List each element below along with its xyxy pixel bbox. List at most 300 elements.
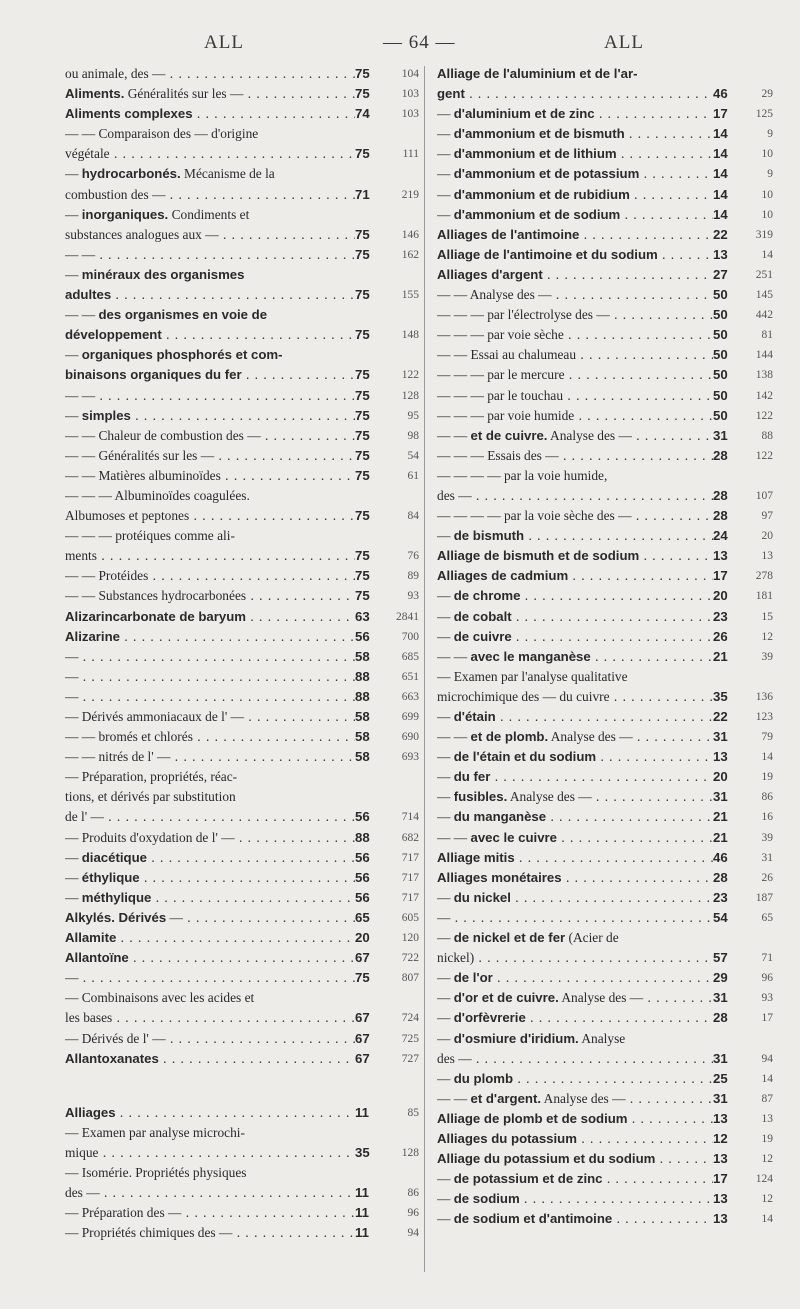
entry-text: —: [437, 1010, 454, 1026]
entry-label: [437, 426, 713, 446]
page-reference: 107: [755, 489, 773, 502]
page-reference: 219: [401, 188, 419, 201]
page-reference: 122: [755, 409, 773, 422]
page-reference: 71: [761, 952, 773, 965]
page-reference: 725: [401, 1032, 419, 1045]
page-reference: 13: [761, 550, 773, 563]
entry-text: —: [65, 668, 79, 684]
entry-label: [437, 908, 713, 928]
volume-number: 75: [355, 568, 370, 584]
volume-number: 28: [713, 508, 728, 524]
entry-term: du plomb: [453, 1070, 514, 1086]
entry-term: méthylique: [81, 889, 152, 905]
entry-label: [65, 607, 355, 627]
entry-label: [65, 185, 355, 205]
entry-text: de l' —: [65, 809, 104, 825]
entry-label: [437, 1031, 625, 1046]
index-entry: [65, 486, 419, 526]
entry-text: —: [437, 970, 454, 986]
volume-number: 28: [713, 487, 728, 503]
entry-text: Analyse des —: [548, 729, 633, 745]
page-reference: 26: [761, 871, 773, 884]
volume-number: 75: [355, 226, 370, 242]
volume-number: 13: [713, 1211, 728, 1227]
page-reference: 16: [761, 811, 773, 824]
entry-text: (Acier de: [565, 930, 619, 946]
entry-line: [65, 1029, 419, 1049]
volume-number: 31: [713, 990, 728, 1006]
entry-line: [437, 365, 773, 385]
index-entry: [437, 767, 773, 787]
entry-text: combustion des —: [65, 186, 166, 202]
entry-label: [65, 848, 355, 868]
entry-line: [65, 506, 419, 526]
entry-text: — —: [65, 307, 99, 323]
entry-text: Analyse: [578, 1030, 626, 1046]
entry-line: [65, 566, 419, 586]
index-entry: [65, 164, 419, 204]
entry-line: [437, 386, 773, 406]
entry-text: — — — Essais des —: [437, 447, 559, 463]
entry-label: [437, 868, 713, 888]
entry-text: — — — Albuminoïdes coagulées.: [65, 487, 250, 503]
entry-label: [65, 789, 236, 804]
entry-term: de cuivre: [453, 628, 512, 644]
volume-number: 67: [355, 950, 370, 966]
entry-label: [65, 586, 355, 606]
entry-label: [65, 426, 355, 446]
entry-term: de potassium et de zinc: [453, 1171, 603, 1187]
page-reference: 86: [407, 1187, 419, 1200]
entry-text: —: [437, 909, 451, 925]
entry-term: Alliage mitis: [437, 849, 515, 865]
volume-number: 74: [355, 106, 370, 122]
entry-label: [437, 968, 713, 988]
entry-term: Alliages: [65, 1104, 116, 1120]
entry-line: [65, 747, 419, 767]
entry-term: d'ammonium et de rubidium: [453, 186, 630, 202]
entry-line: [65, 205, 419, 225]
index-entry: [65, 767, 419, 827]
entry-text: —: [65, 970, 79, 986]
entry-text: —: [437, 990, 454, 1006]
entry-label: [65, 627, 355, 647]
entry-text: —: [437, 1070, 454, 1086]
entry-label: [437, 526, 713, 546]
entry-text: — —: [437, 427, 471, 443]
index-entry: [437, 707, 773, 727]
index-entry: [65, 205, 419, 245]
volume-number: 13: [713, 1110, 728, 1126]
entry-text: — —: [437, 1090, 471, 1106]
volume-number: 75: [355, 387, 370, 403]
entry-line: [437, 687, 773, 707]
page-reference: 19: [761, 1132, 773, 1145]
entry-label: [65, 267, 244, 282]
page-reference: 95: [407, 409, 419, 422]
entry-line: [437, 345, 773, 365]
page-reference: 717: [401, 851, 419, 864]
entry-term: d'osmiure d'iridium.: [453, 1030, 579, 1046]
index-entry: [65, 667, 419, 687]
entry-label: [65, 707, 355, 727]
entry-label: [65, 948, 355, 968]
entry-line: [65, 305, 419, 325]
entry-text: — Isomérie. Propriétés physiques: [65, 1164, 247, 1180]
entry-term: avec le manganèse: [470, 648, 591, 664]
entry-term: organiques phosphorés et com-: [81, 347, 283, 363]
page-reference: 85: [407, 1106, 419, 1119]
index-entry: [437, 1209, 773, 1229]
entry-line: [437, 727, 773, 747]
entry-label: [65, 1049, 355, 1069]
entry-term: du nickel: [453, 889, 511, 905]
entry-term: avec le cuivre: [470, 829, 558, 845]
entry-text: — — — par voie sèche: [437, 327, 564, 343]
entry-text: Analyse des —: [547, 427, 632, 443]
page-reference: 19: [761, 771, 773, 784]
volume-number: 23: [713, 608, 728, 624]
entry-line: [65, 1103, 419, 1123]
entry-label: [65, 1125, 245, 1140]
entry-label: [65, 687, 355, 707]
entry-term: d'ammonium et de lithium: [453, 146, 617, 162]
entry-line: [437, 265, 773, 285]
entry-line: [437, 1129, 773, 1149]
entry-label: [65, 667, 355, 687]
page-reference: 81: [761, 329, 773, 342]
volume-number: 63: [355, 608, 370, 624]
entry-line: [437, 1049, 773, 1069]
entry-label: [437, 66, 637, 81]
page-reference: 146: [401, 228, 419, 241]
entry-line: [65, 868, 419, 888]
entry-term: Alliages de l'antimoine: [437, 226, 580, 242]
index-entry: [437, 1029, 773, 1069]
entry-line: [65, 988, 419, 1008]
volume-number: 14: [713, 186, 728, 202]
entry-label: [65, 347, 283, 362]
entry-line: [65, 767, 419, 787]
index-entry: [65, 928, 419, 948]
entry-line: [437, 84, 773, 104]
index-entry: [65, 526, 419, 566]
volume-number: 88: [355, 668, 370, 684]
entry-line: [437, 627, 773, 647]
entry-label: [437, 486, 713, 506]
index-entry: [437, 747, 773, 767]
entry-line: [65, 1123, 419, 1143]
volume-number: 46: [713, 849, 728, 865]
page-reference: 714: [401, 811, 419, 824]
entry-label: [65, 1103, 355, 1123]
volume-number: 20: [355, 930, 370, 946]
entry-line: [437, 506, 773, 526]
entry-term: Alliage de bismuth et de sodium: [437, 548, 640, 564]
volume-number: 27: [713, 266, 728, 282]
page-number: — 64 —: [383, 32, 456, 53]
page-reference: 722: [401, 952, 419, 965]
entry-line: [437, 988, 773, 1008]
index-entry: [437, 968, 773, 988]
entry-line: [65, 908, 419, 928]
volume-number: 67: [355, 1050, 370, 1066]
running-header: [0, 32, 800, 62]
index-entry: [437, 928, 773, 968]
entry-label: [437, 1129, 713, 1149]
index-entry: [65, 707, 419, 727]
entry-line: [65, 807, 419, 827]
index-entry: [65, 727, 419, 747]
entry-text: des —: [437, 487, 472, 503]
entry-line: [437, 164, 773, 184]
page-reference: 128: [401, 1146, 419, 1159]
page-reference: 61: [407, 469, 419, 482]
index-entry: [65, 1223, 419, 1243]
entry-label: [65, 84, 355, 104]
volume-number: 75: [355, 548, 370, 564]
page-reference: 111: [402, 148, 419, 161]
entry-label: [437, 144, 713, 164]
index-entry: [437, 386, 773, 406]
entry-label: [437, 406, 713, 426]
entry-label: [437, 285, 713, 305]
entry-label: [437, 104, 713, 124]
page-reference: 717: [401, 891, 419, 904]
entry-term: d'aluminium et de zinc: [453, 106, 595, 122]
entry-text: Albumoses et peptones: [65, 508, 190, 524]
entry-text: —: [166, 909, 183, 925]
entry-label: [437, 1008, 713, 1028]
page-reference: 605: [401, 911, 419, 924]
entry-term: Alliages d'argent: [437, 266, 543, 282]
entry-line: [65, 787, 419, 807]
entry-text: — Dérivés ammoniacaux de l' —: [65, 709, 245, 724]
page-reference: 87: [761, 1092, 773, 1105]
entry-label: [65, 406, 355, 426]
page-reference: 93: [761, 992, 773, 1005]
index-entry: [65, 566, 419, 586]
entry-label: [65, 1008, 355, 1028]
entry-term: Allantoïne: [65, 950, 129, 966]
entry-text: — —: [437, 648, 471, 664]
volume-number: 58: [355, 648, 370, 664]
entry-text: — — bromés et chlorés: [65, 729, 193, 745]
entry-text: végétale: [65, 146, 110, 162]
index-entry: [437, 807, 773, 827]
entry-line: [437, 426, 773, 446]
entry-line: [437, 325, 773, 345]
entry-label: [437, 848, 713, 868]
volume-number: 31: [713, 1050, 728, 1066]
entry-text: —: [437, 608, 454, 624]
index-entry: [437, 285, 773, 305]
entry-line: [437, 828, 773, 848]
entry-label: [437, 124, 713, 144]
page-reference: 39: [761, 650, 773, 663]
column-divider: [424, 66, 425, 1272]
entry-line: [65, 124, 419, 144]
entry-text: —: [65, 889, 82, 905]
page-reference: 278: [755, 570, 773, 583]
index-entry: [437, 426, 773, 446]
entry-line: [65, 365, 419, 385]
volume-number: 56: [355, 869, 370, 885]
volume-number: 24: [713, 528, 728, 544]
entry-line: [65, 1008, 419, 1028]
entry-label: [65, 325, 355, 345]
volume-number: 75: [355, 588, 370, 604]
entry-line: [437, 566, 773, 586]
volume-number: 13: [713, 1191, 728, 1207]
entry-term: de bismuth: [453, 528, 525, 544]
volume-number: 56: [355, 849, 370, 865]
entry-line: [65, 446, 419, 466]
entry-text: — Examen par l'analyse qualitative: [437, 668, 628, 684]
entry-text: —: [65, 688, 79, 704]
entry-label: [65, 727, 355, 747]
index-entry: [437, 1169, 773, 1189]
volume-number: 21: [713, 829, 728, 845]
entry-term: d'orfèvrerie: [453, 1010, 526, 1026]
entry-text: —: [437, 106, 454, 122]
volume-number: 23: [713, 889, 728, 905]
volume-number: 50: [713, 407, 728, 423]
volume-number: 28: [713, 1010, 728, 1026]
entry-term: simples: [81, 407, 131, 423]
entry-text: —: [437, 126, 454, 142]
entry-line: [437, 787, 773, 807]
page-reference: 693: [401, 751, 419, 764]
entry-label: [437, 930, 619, 945]
page-reference: 148: [401, 329, 419, 342]
volume-number: 14: [713, 206, 728, 222]
entry-label: [437, 727, 713, 747]
entry-label: [437, 747, 713, 767]
entry-text: — — Comparaison des — d'origine: [65, 126, 259, 142]
entry-term: Alliage de l'aluminium et de l'ar-: [437, 66, 638, 81]
entry-text: —: [65, 407, 82, 423]
entry-term: Alliages monétaires: [437, 869, 562, 885]
entry-line: [437, 285, 773, 305]
entry-label: [437, 787, 713, 807]
volume-number: 54: [713, 909, 728, 925]
entry-label: [437, 607, 713, 627]
volume-number: 11: [355, 1185, 369, 1201]
page-reference: 162: [401, 248, 419, 261]
entry-label: [437, 1049, 713, 1069]
page-reference: 93: [407, 590, 419, 603]
index-entry: [437, 607, 773, 627]
volume-number: 35: [355, 1144, 370, 1160]
entry-term: de cobalt: [453, 608, 512, 624]
volume-number: 11: [355, 1225, 369, 1241]
index-entry: [65, 265, 419, 305]
entry-label: [437, 988, 713, 1008]
page-reference: 17: [761, 1012, 773, 1025]
entry-line: [65, 1223, 419, 1243]
page-reference: 124: [755, 1173, 773, 1186]
entry-label: [437, 164, 713, 184]
entry-text: — Propriétés chimiques des —: [65, 1225, 233, 1241]
index-entry: [437, 265, 773, 285]
page-reference: 727: [401, 1052, 419, 1065]
entry-line: [437, 104, 773, 124]
entry-text: —: [437, 709, 454, 724]
page-reference: 700: [401, 630, 419, 643]
volume-number: 28: [713, 869, 728, 885]
page-reference: 145: [755, 289, 773, 302]
entry-line: [65, 245, 419, 265]
entry-label: [65, 1143, 355, 1163]
index-entry: [437, 566, 773, 586]
entry-text: — — Substances hydrocarbonées: [65, 588, 247, 604]
page-reference: 79: [761, 731, 773, 744]
entry-line: [65, 185, 419, 205]
entry-line: [65, 687, 419, 707]
entry-term: Alizarine: [65, 628, 120, 644]
volume-number: 14: [713, 126, 728, 142]
volume-number: 22: [713, 226, 728, 242]
entry-label: [65, 144, 355, 164]
entry-text: tions, et dérivés par substitution: [65, 789, 236, 805]
page-reference: 98: [407, 429, 419, 442]
volume-number: 50: [713, 367, 728, 383]
volume-number: 75: [355, 66, 370, 81]
entry-term: de chrome: [453, 588, 521, 604]
volume-number: 67: [355, 1010, 370, 1026]
page-reference: 20: [761, 530, 773, 543]
entry-line: [65, 104, 419, 124]
volume-number: 56: [355, 889, 370, 905]
index-entry: [437, 104, 773, 124]
entry-label: [65, 245, 355, 265]
entry-label: [65, 506, 355, 526]
entry-text: —: [65, 206, 82, 222]
volume-number: 75: [355, 327, 370, 343]
index-entry: [437, 164, 773, 184]
index-entry: [437, 185, 773, 205]
entry-text: —: [437, 749, 454, 765]
entry-term: de sodium: [453, 1191, 520, 1207]
entry-line: [437, 707, 773, 727]
entry-label: [65, 365, 355, 385]
entry-line: [65, 466, 419, 486]
index-entry: [437, 64, 773, 104]
entry-term: Alizarincarbonate de baryum: [65, 608, 247, 624]
volume-number: 50: [713, 387, 728, 403]
entry-text: — —: [65, 246, 96, 262]
entry-label: [65, 888, 355, 908]
entry-line: [65, 546, 419, 566]
index-entry: [437, 848, 773, 868]
index-entry: [65, 1163, 419, 1203]
entry-label: [65, 968, 355, 988]
entry-text: — — — par l'électrolyse des —: [437, 307, 610, 323]
page-reference: 699: [401, 711, 419, 723]
index-entry: [437, 988, 773, 1008]
index-entry: [65, 586, 419, 606]
index-entry: [65, 124, 419, 164]
index-entry: [65, 64, 419, 84]
entry-label: [437, 687, 713, 707]
page-reference: 181: [755, 590, 773, 603]
entry-label: [437, 506, 713, 526]
page-reference: 84: [407, 510, 419, 523]
entry-line: [437, 888, 773, 908]
entry-label: [437, 365, 713, 385]
entry-line: [65, 64, 419, 84]
